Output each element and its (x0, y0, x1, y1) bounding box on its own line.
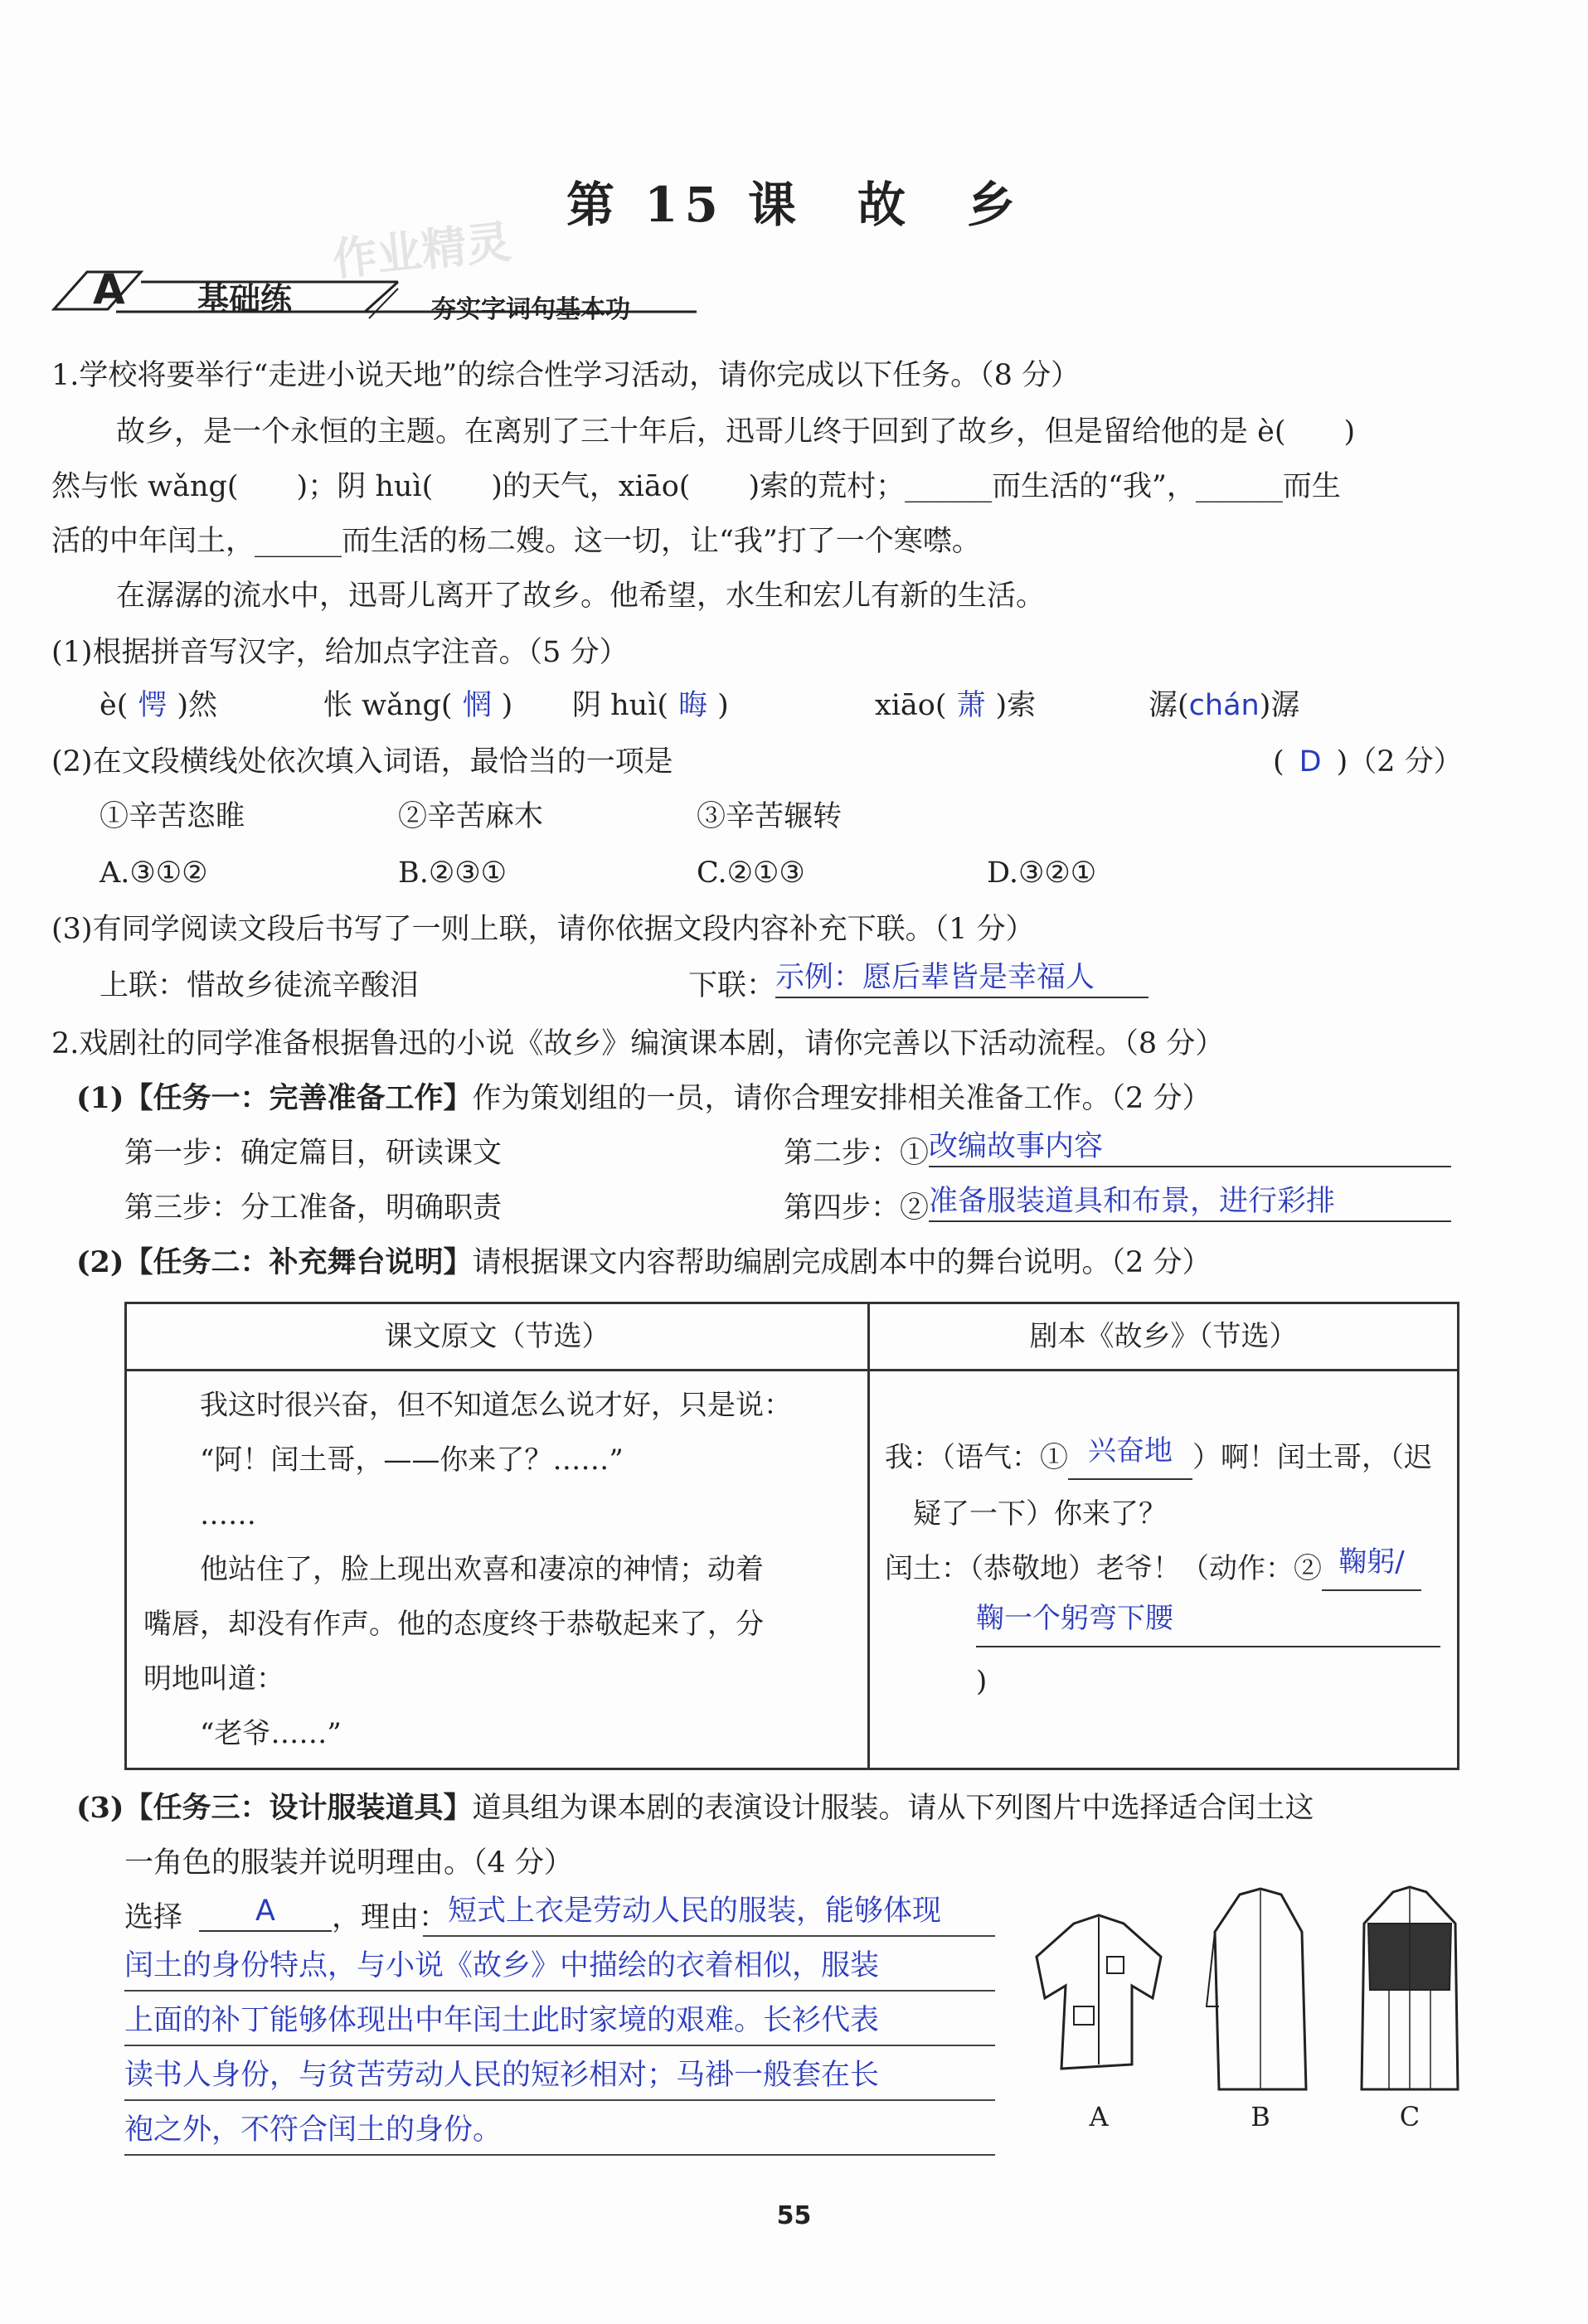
step-2: 第二步：①改编故事内容 (784, 1134, 1451, 1174)
original-line: 明地叫道： (143, 1662, 284, 1696)
choice-c: C.②①③ (697, 856, 805, 890)
script-cell (869, 1371, 1459, 1769)
pinyin-item: 潺(chán)潺 (1149, 689, 1300, 722)
watermark: 作业精灵 (329, 215, 514, 287)
q1-sub1: (1)根据拼音写汉字，给加点字注音。（5 分） (51, 636, 629, 669)
section-name: 基础练 (197, 280, 293, 318)
couplet-down-answer: 示例：愿后辈皆是幸福人 (775, 958, 1149, 998)
pinyin-row (100, 687, 1299, 725)
option-1: ①辛苦恣睢 (100, 800, 245, 833)
original-line: 嘴唇，却没有作声。他的态度终于恭敬起来了，分 (143, 1608, 764, 1641)
reason-underline-1 (423, 1935, 995, 1937)
reason-line-4: 读书人身份，与贫苦劳动人民的短衫相对；马褂一般套在长 (124, 2059, 880, 2092)
q1-passage-line-2: 然与怅 wǎng( )；阴 huì( )的天气，xiāo( )索的荒村；______而生活的“我”，______而生 (51, 470, 1341, 503)
reason-underline-3 (124, 2045, 995, 2046)
q1-sub2-answer-box: ( D )（2 分） (1273, 745, 1463, 779)
page-number: 55 (776, 2201, 812, 2230)
pinyin-answer: 惘 (462, 689, 492, 722)
q1-sub3: (3)有同学阅读文段后书写了一则上联，请你依据文段内容补充下联。（1 分） (51, 913, 1035, 946)
step-2-answer: 改编故事内容 (929, 1128, 1451, 1167)
step-1: 第一步：确定篇目，研读课文 (124, 1137, 503, 1170)
figure-label-a: A (1089, 2101, 1109, 2132)
reason-underline-4 (124, 2099, 995, 2101)
choice-a: A.③①② (100, 856, 208, 890)
reason-line-3: 上面的补丁能够体现出中年闰土此时家境的艰难。长衫代表 (124, 2004, 880, 2037)
reason-line-2: 闰土的身份特点，与小说《故乡》中描绘的衣着相似，服装 (124, 1949, 880, 1982)
pinyin-item: xiāo( 萧 )索 (875, 689, 1037, 722)
reason-line-5: 袍之外，不符合闰土的身份。 (124, 2113, 503, 2147)
mandarin-jacket-icon (1352, 1882, 1468, 2098)
original-line: …… (143, 1498, 256, 1531)
pinyin-item: 阴 huì( 晦 ) (572, 689, 729, 722)
q2-task3-line2: 一角色的服装并说明理由。（4 分） (124, 1846, 573, 1880)
option-3: ③辛苦辗转 (697, 800, 843, 833)
couplet-up: 上联：惜故乡徒流辛酸泪 (100, 969, 420, 1002)
pinyin-answer: 晦 (678, 689, 708, 722)
couplet-down: 下联：示例：愿后辈皆是幸福人 (688, 967, 1149, 1007)
choice-b: B.②③① (398, 856, 507, 890)
script-table (124, 1302, 1459, 1770)
page-title: 第 15 课 故 乡 (566, 177, 1022, 233)
pinyin-item: è( 愕 )然 (100, 689, 218, 722)
reason-line-1: 短式上衣是劳动人民的服装，能够体现 (448, 1895, 942, 1928)
table-header-right: 剧本《故乡》（节选） (869, 1303, 1459, 1371)
pinyin-item: 怅 wǎng( 惘 ) (323, 689, 513, 722)
step-4-answer: 准备服装道具和布景，进行彩排 (929, 1182, 1451, 1222)
q1-passage-line-3: 活的中年闰土，______而生活的杨二嫂。这一切，让“我”打了一个寒噤。 (51, 525, 981, 558)
option-2: ②辛苦麻木 (398, 800, 544, 833)
table-header-left: 课文原文（节选） (126, 1303, 869, 1371)
q1-sub2: (2)在文段横线处依次填入词语，最恰当的一项是 (51, 745, 673, 779)
choose-answer: A (199, 1892, 332, 1932)
costume-figure-b (1202, 1882, 1318, 2132)
reason-underline-2 (124, 1990, 995, 1992)
section-subtitle: 夯实字词句基本功 (431, 295, 630, 324)
short-jacket-icon (1028, 1907, 1169, 2098)
original-line: “老爷……” (143, 1717, 342, 1750)
figure-label-c: C (1399, 2101, 1420, 2132)
choice-d: D.③②① (987, 856, 1097, 890)
pinyin-answer: 愕 (138, 689, 168, 722)
q1-options (100, 798, 842, 836)
original-line: 我这时很兴奋，但不知道怎么说才好，只是说： (143, 1389, 792, 1422)
choose-row: 选择 A ，理由：短式上衣是劳动人民的服装，能够体现 (124, 1899, 941, 1938)
q2-stem: 2.戏剧社的同学准备根据鲁迅的小说《故乡》编演课本剧，请你完善以下活动流程。（8 分） (51, 1027, 1225, 1060)
script-line-1: 我：（语气：① 兴奋地 ）啊！闰土哥，（迟 (885, 1430, 1440, 1487)
reason-underline-5 (124, 2154, 995, 2156)
q1-passage-line-4: 在潺潺的流水中，迅哥儿离开了故乡。他希望，水生和宏儿有新的生活。 (116, 580, 1046, 613)
q1-choices (100, 854, 1096, 892)
costume-figure-a (1028, 1907, 1169, 2132)
original-text-cell (126, 1371, 869, 1769)
original-line: “阿！闰土哥，——你来了？……” (143, 1443, 624, 1477)
costume-figure-c (1352, 1882, 1468, 2132)
script-line-3: 闰土：（恭敬地）老爷！（动作：② 鞠躬/ (885, 1541, 1440, 1598)
q2-task2: (2)【任务二：补充舞台说明】请根据课文内容帮助编剧完成剧本中的舞台说明。（2 分） (76, 1245, 1212, 1279)
action-answer-1: 鞠躬/ (1322, 1535, 1421, 1591)
q1-passage-line-1: 故乡，是一个永恒的主题。在离别了三十年后，迅哥儿终于回到了故乡，但是留给他的是 è( ) (116, 415, 1356, 449)
pinyin-answer: chán (1188, 689, 1260, 722)
step-3: 第三步：分工准备，明确职责 (124, 1191, 503, 1225)
section-banner (50, 264, 697, 338)
q2-task3: (3)【任务三：设计服装道具】道具组为课本剧的表演设计服装。请从下列图片中选择适合闰土这 (76, 1791, 1314, 1825)
figure-label-b: B (1250, 2101, 1270, 2132)
section-letter: A (93, 265, 125, 313)
script-line-2: 疑了一下）你来了？ (885, 1497, 1167, 1531)
q2-task1: (1)【任务一：完善准备工作】作为策划组的一员，请你合理安排相关准备工作。（2 分） (76, 1081, 1212, 1115)
q1-sub2-answer: D (1299, 745, 1322, 779)
action-answer-2: 鞠一个躬弯下腰 (976, 1591, 1440, 1647)
original-line: 他站住了，脸上现出欢喜和凄凉的神情；动着 (143, 1553, 764, 1586)
tone-answer: 兴奋地 (1068, 1424, 1192, 1480)
script-line-4: 鞠一个躬弯下腰) (885, 1598, 1440, 1709)
long-gown-icon (1202, 1882, 1318, 2098)
q1-stem: 1.学校将要举行“走进小说天地”的综合性学习活动，请你完成以下任务。（8 分） (51, 359, 1081, 392)
step-4: 第四步：②准备服装道具和布景，进行彩排 (784, 1189, 1451, 1229)
pinyin-answer: 萧 (956, 689, 986, 722)
